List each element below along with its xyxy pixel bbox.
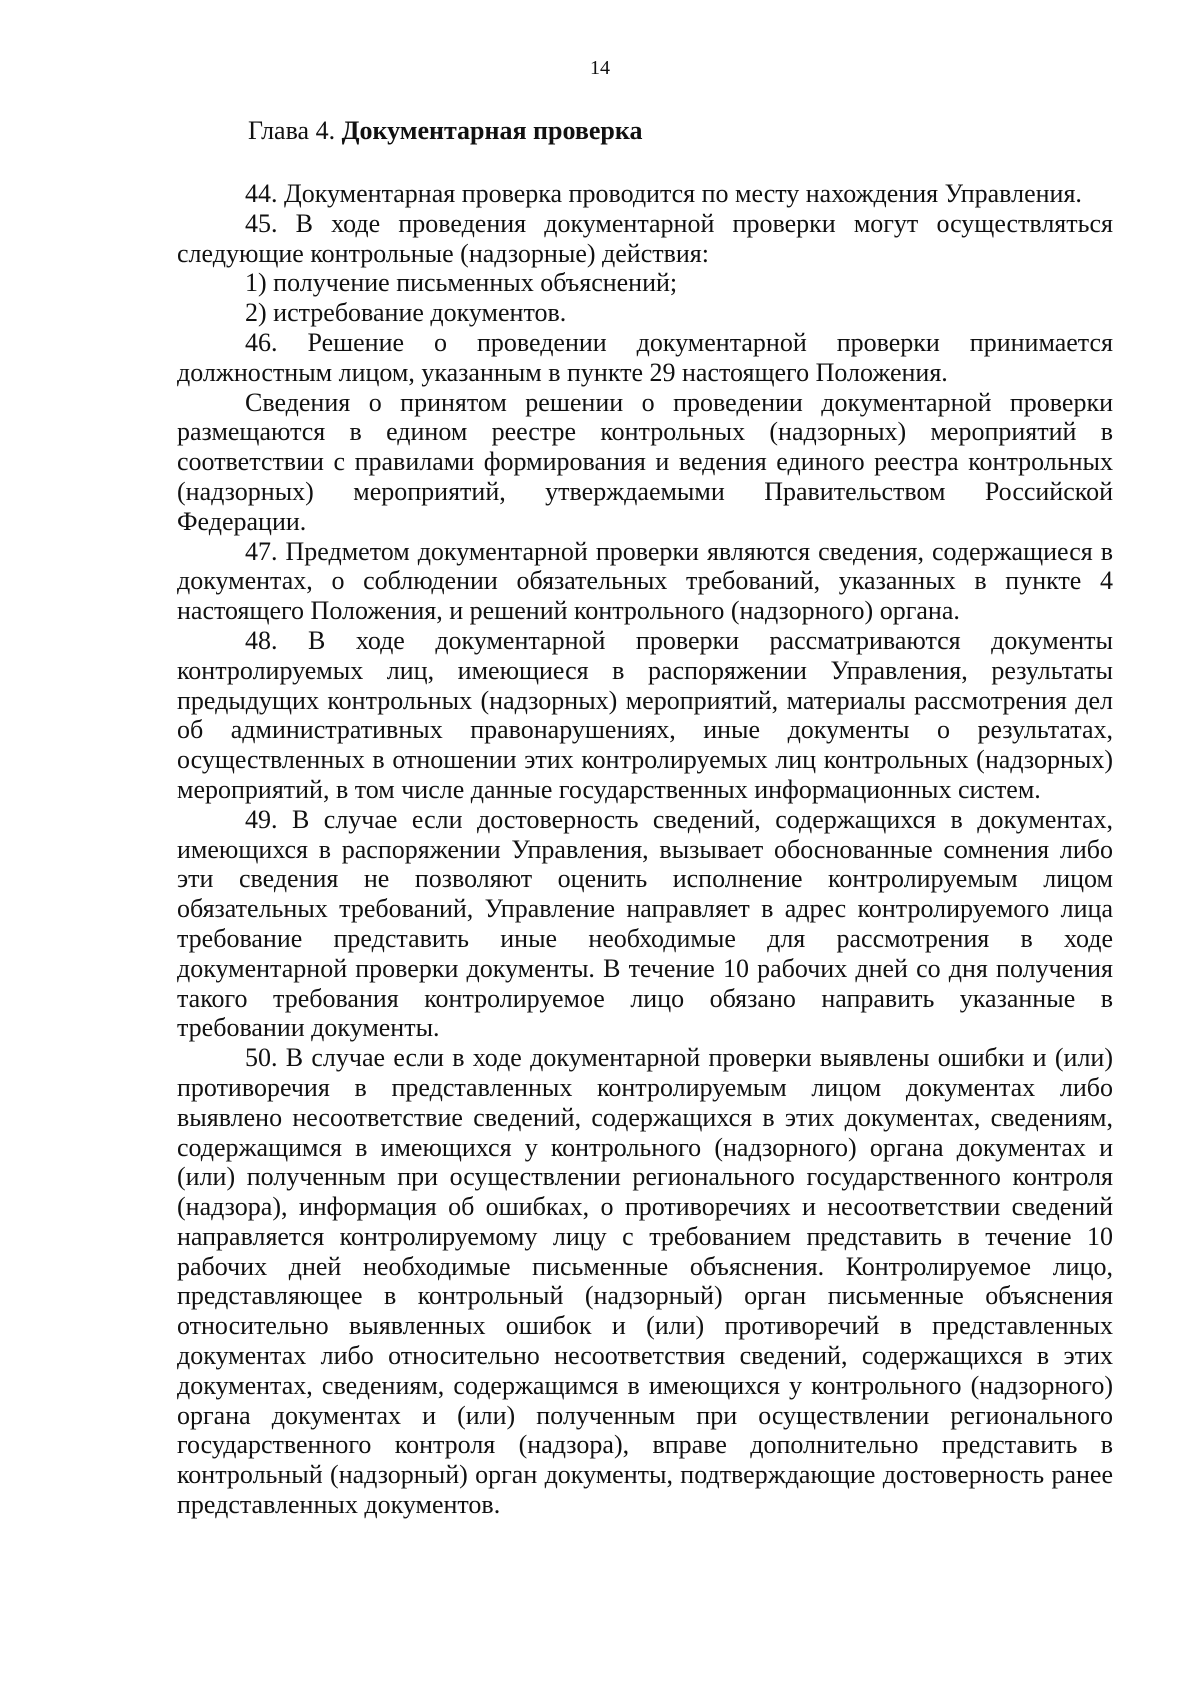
paragraph-45: 45. В ходе проведения документарной проверки могут осуществляться следующие контрольные (надзорные) действия: bbox=[177, 208, 1113, 268]
list-item-1: 1) получение письменных объяснений; bbox=[245, 268, 678, 298]
paragraph-44: 44. Документарная проверка проводится по месту нахождения Управления. bbox=[245, 179, 1082, 208]
paragraph-46-registry: Сведения о принятом решении о проведении документарной проверки размещаются в едином реестре контрольных (надзорных) мероприятий в соответствии с правилами формирования и ведения единого реестра контрольных (надзорных) мероприятий, утверждаемыми Правительством Российской Федерации. bbox=[177, 387, 1113, 536]
paragraph-50: 50. В случае если в ходе документарной проверки выявлены ошибки и (или) противоречия в представленных контролируемым лицом документах либо выявлено несоответствие сведений, содержащихся в этих документах, сведениям, содержащимся в имеющихся у контрольного (надзорного) органа документах и (или) полученным при осуществлении регионального государственного контроля (надзора), информация об ошибках, о противоречиях и несоответствии сведений направляется контролируемому лицу с требованием представить в течение 10 рабочих дней необходимые письменные объяснения. Контролируемое лицо, представляющее в контрольный (надзорный) орган письменные объяснения относительно выявленных ошибок и (или) противоречий в представленных документах либо относительно несоответствия сведений, содержащихся в этих документах, сведениям, содержащимся в имеющихся у контрольного (надзорного) органа документах и (или) полученным при осуществлении регионального государственного контроля (надзора), вправе дополнительно представить в контрольный (надзорный) орган документы, подтверждающие достоверность ранее представленных документов. bbox=[177, 1043, 1113, 1520]
chapter-title: Документарная проверка bbox=[341, 116, 643, 145]
chapter-heading bbox=[248, 114, 642, 148]
page-number: 14 bbox=[590, 57, 610, 79]
paragraph-48: 48. В ходе документарной проверки рассматриваются документы контролируемых лиц, имеющиеся в распоряжении Управления, результаты предыдущих контрольных (надзорных) мероприятий, материалы рассмотрения дел об административных правонарушениях, иные документы о результатах, осуществленных в отношении этих контролируемых лиц контрольных (надзорных) мероприятий, в том числе данные государственных информационных систем. bbox=[177, 625, 1113, 804]
paragraph-47: 47. Предметом документарной проверки являются сведения, содержащиеся в документах, о соблюдении обязательных требований, указанных в пункте 4 настоящего Положения, и решений контрольного (надзорного) органа. bbox=[177, 536, 1113, 626]
chapter-label: Глава 4. bbox=[248, 116, 336, 145]
paragraph-49: 49. В случае если достоверность сведений, содержащихся в документах, имеющихся в распоряжении Управления, вызывает обоснованные сомнения либо эти сведения не позволяют оценить исполнение контролируемым лицом обязательных требований, Управление направляет в адрес контролируемого лица требование представить иные необходимые для рассмотрения в ходе документарной проверки документы. В течение 10 рабочих дней со дня получения такого требования контролируемое лицо обязано направить указанные в требовании документы. bbox=[177, 804, 1113, 1043]
document-body bbox=[177, 179, 1113, 1520]
list-item-2: 2) истребование документов. bbox=[245, 298, 567, 328]
paragraph-46: 46. Решение о проведении документарной проверки принимается должностным лицом, указанным в пункте 29 настоящего Положения. bbox=[177, 327, 1113, 387]
